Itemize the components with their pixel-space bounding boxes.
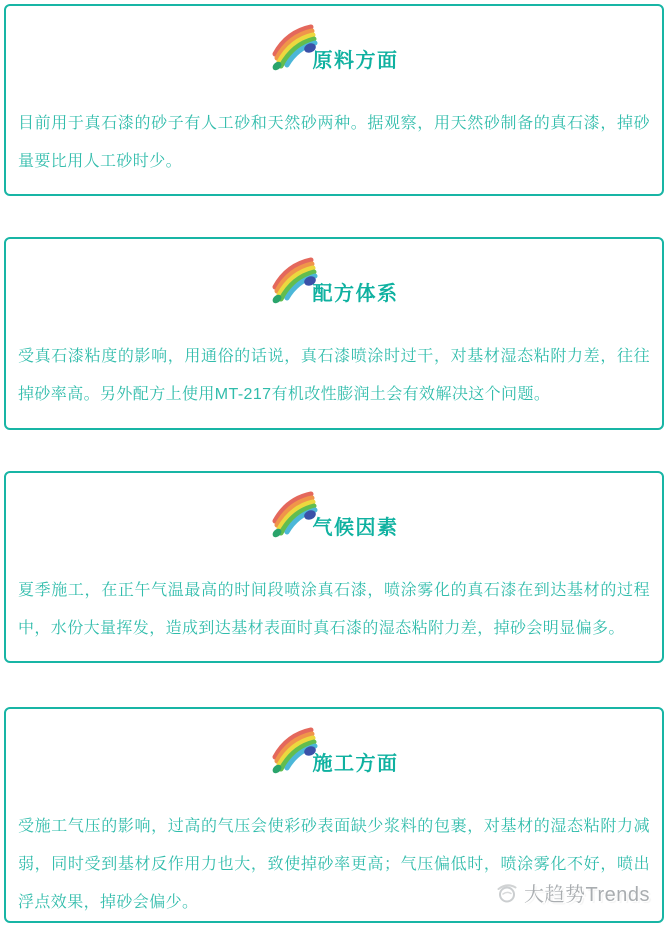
section-card-formula-system	[4, 237, 664, 430]
rainbow-brush-icon	[270, 727, 318, 775]
section-header	[16, 727, 652, 775]
rainbow-brush-icon	[270, 257, 318, 305]
section-title: 气候因素	[312, 517, 399, 539]
watermark	[495, 878, 650, 907]
section-header	[16, 24, 652, 72]
section-card-climate-factors	[4, 471, 664, 663]
section-card-construction	[4, 707, 664, 923]
section-body-text: 目前用于真石漆的砂子有人工砂和天然砂两种。据观察，用天然砂制备的真石漆，掉砂量要比用人工砂时少。	[18, 115, 650, 170]
watermark-text: 大趋势Trends	[523, 884, 650, 906]
section-title: 配方体系	[312, 283, 399, 305]
section-title: 施工方面	[312, 753, 399, 775]
section-card-raw-materials	[4, 4, 664, 196]
section-body-text: 受真石漆粘度的影响，用通俗的话说，真石漆喷涂时过干，对基材湿态粘附力差，往往掉砂率高。另外配方上使用MT-217有机改性膨润土会有效解决这个问题。	[18, 348, 650, 403]
section-body-text: 受施工气压的影响，过高的气压会使彩砂表面缺少浆料的包裹，对基材的湿态粘附力减弱，同时受到基材反作用力也大，致使掉砂率更高；气压偏低时，喷涂雾化不好，喷出浮点效果，掉砂会偏少。	[18, 818, 650, 911]
section-body-text: 夏季施工，在正午气温最高的时间段喷涂真石漆，喷涂雾化的真石漆在到达基材的过程中，水份大量挥发，造成到达基材表面时真石漆的湿态粘附力差，掉砂会明显偏多。	[18, 582, 650, 637]
rainbow-brush-icon	[270, 491, 318, 539]
trends-logo-icon	[495, 881, 519, 905]
section-title: 原料方面	[312, 50, 399, 72]
section-header	[16, 257, 652, 305]
section-header	[16, 491, 652, 539]
rainbow-brush-icon	[270, 24, 318, 72]
